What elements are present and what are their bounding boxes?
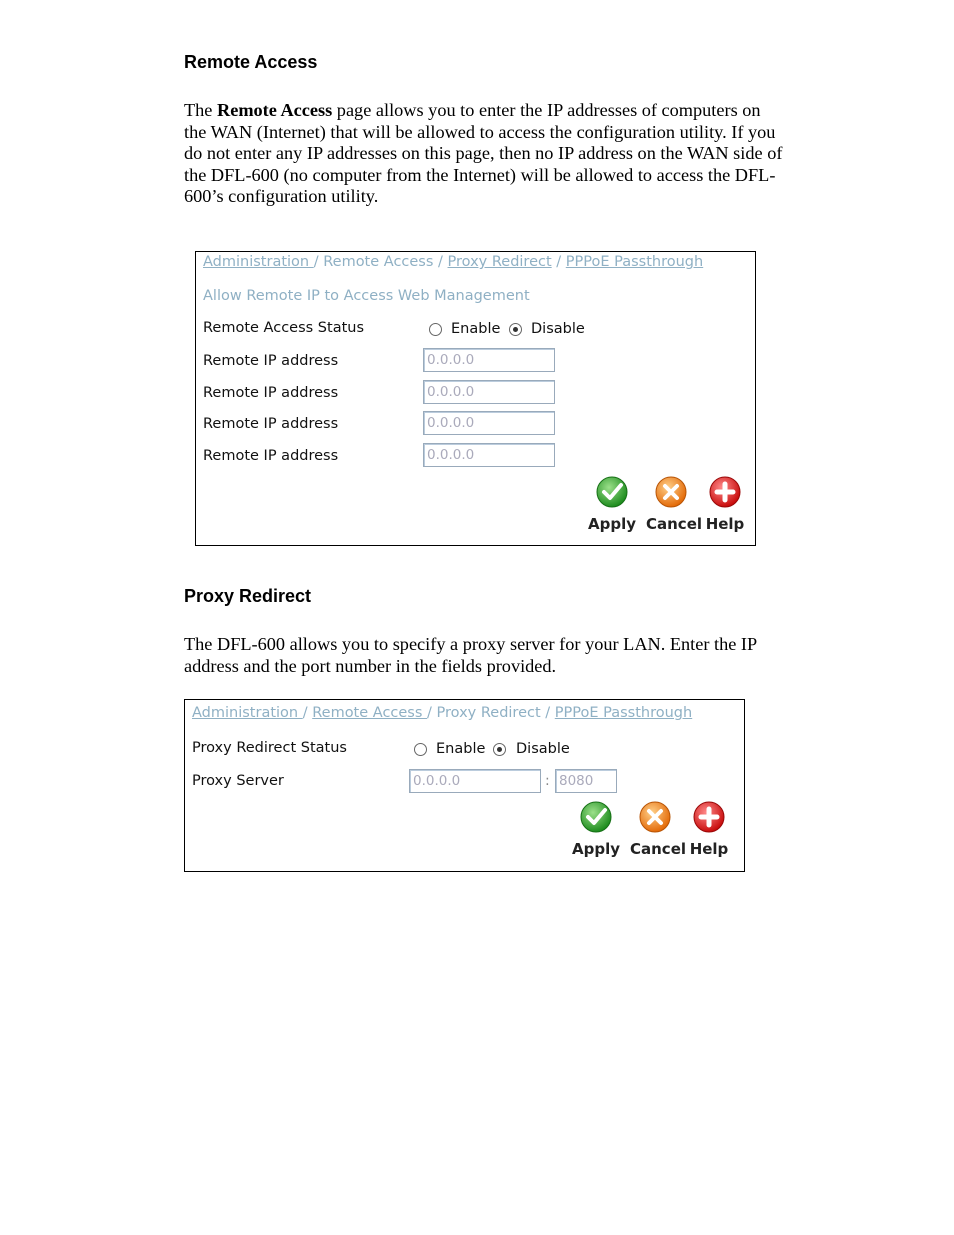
enable-radio[interactable] (414, 743, 427, 756)
remote-access-status-label: Remote Access Status (203, 320, 365, 336)
help-button[interactable] (700, 476, 750, 533)
proxy-redirect-description: The DFL-600 allows you to specify a proxy server for your LAN. Enter the IP address and the port number in the fields provided. (184, 634, 757, 676)
breadcrumb-proxy-redirect-link[interactable]: Proxy Redirect (447, 254, 552, 270)
breadcrumb-remote-access-link[interactable]: Remote Access (312, 705, 428, 721)
proxy-redirect-status-label: Proxy Redirect Status (192, 740, 347, 756)
cancel-x-icon (655, 476, 687, 508)
checkmark-icon (580, 801, 612, 833)
proxy-server-label: Proxy Server (192, 773, 284, 789)
proxy-server-ip-input[interactable]: 0.0.0.0 (409, 769, 541, 793)
breadcrumb-remote-access-current: Remote Access (323, 254, 439, 270)
remote-ip-label: Remote IP address (203, 416, 339, 432)
remote-ip-label: Remote IP address (203, 448, 339, 464)
section-heading-proxy-redirect: Proxy Redirect (184, 586, 312, 606)
breadcrumb-separator: / (302, 705, 313, 721)
para-text: page allows you to enter the IP addresses of computers on the WAN (Internet) that will be allowed to access the configuration utility. If you do not enter any IP addresses on this page, then no IP address on the WAN side of the DFL-600 (no computer from the Internet) will be allowed to access the DFL-600’s configuration utility. (184, 100, 783, 206)
remote-ip-input-3[interactable]: 0.0.0.0 (423, 411, 555, 435)
checkmark-icon (596, 476, 628, 508)
breadcrumb-separator: / (313, 254, 324, 270)
remote-ip-input-2[interactable]: 0.0.0.0 (423, 380, 555, 404)
port-separator: : (545, 773, 550, 789)
help-label: Help (689, 840, 729, 858)
proxy-server-port-input[interactable]: 8080 (555, 769, 617, 793)
enable-radio-label: Enable (451, 321, 501, 337)
disable-radio-label: Disable (516, 741, 570, 757)
cancel-button[interactable] (630, 801, 687, 858)
breadcrumb-administration-link[interactable]: Administration (192, 705, 303, 721)
cancel-x-icon (639, 801, 671, 833)
help-plus-icon (693, 801, 725, 833)
cancel-label: Cancel (630, 840, 687, 858)
remote-access-description (184, 100, 784, 208)
disable-radio-label: Disable (531, 321, 585, 337)
para-bold-term: Remote Access (217, 100, 333, 120)
help-plus-icon (709, 476, 741, 508)
breadcrumb (192, 705, 692, 721)
help-label: Help (705, 515, 745, 533)
remote-ip-label: Remote IP address (203, 385, 339, 401)
breadcrumb-pppoe-passthrough-link[interactable]: PPPoE Passthrough (554, 705, 693, 721)
breadcrumb-separator: / (540, 705, 555, 721)
breadcrumb (203, 254, 703, 270)
cancel-button[interactable] (646, 476, 703, 533)
remote-ip-input-1[interactable]: 0.0.0.0 (423, 348, 555, 372)
cancel-label: Cancel (646, 515, 703, 533)
help-button[interactable] (684, 801, 734, 858)
breadcrumb-administration-link[interactable]: Administration (203, 254, 314, 270)
breadcrumb-separator: / (438, 254, 448, 270)
para-text: The (184, 100, 217, 120)
remote-ip-input-4[interactable]: 0.0.0.0 (423, 443, 555, 467)
remote-access-panel (195, 251, 756, 546)
apply-button[interactable] (571, 801, 621, 858)
apply-button[interactable] (587, 476, 637, 533)
apply-label: Apply (587, 515, 636, 533)
section-heading-remote-access: Remote Access (184, 52, 318, 72)
apply-label: Apply (571, 840, 620, 858)
enable-radio-label: Enable (436, 741, 486, 757)
breadcrumb-separator: / (551, 254, 566, 270)
enable-radio[interactable] (429, 323, 442, 336)
breadcrumb-proxy-redirect-current: Proxy Redirect (436, 705, 541, 721)
remote-ip-label: Remote IP address (203, 353, 339, 369)
disable-radio[interactable] (493, 743, 506, 756)
disable-radio[interactable] (509, 323, 522, 336)
breadcrumb-separator: / (427, 705, 437, 721)
breadcrumb-pppoe-passthrough-link[interactable]: PPPoE Passthrough (565, 254, 704, 270)
panel-subtitle: Allow Remote IP to Access Web Management (203, 288, 530, 304)
proxy-redirect-panel (184, 699, 745, 872)
